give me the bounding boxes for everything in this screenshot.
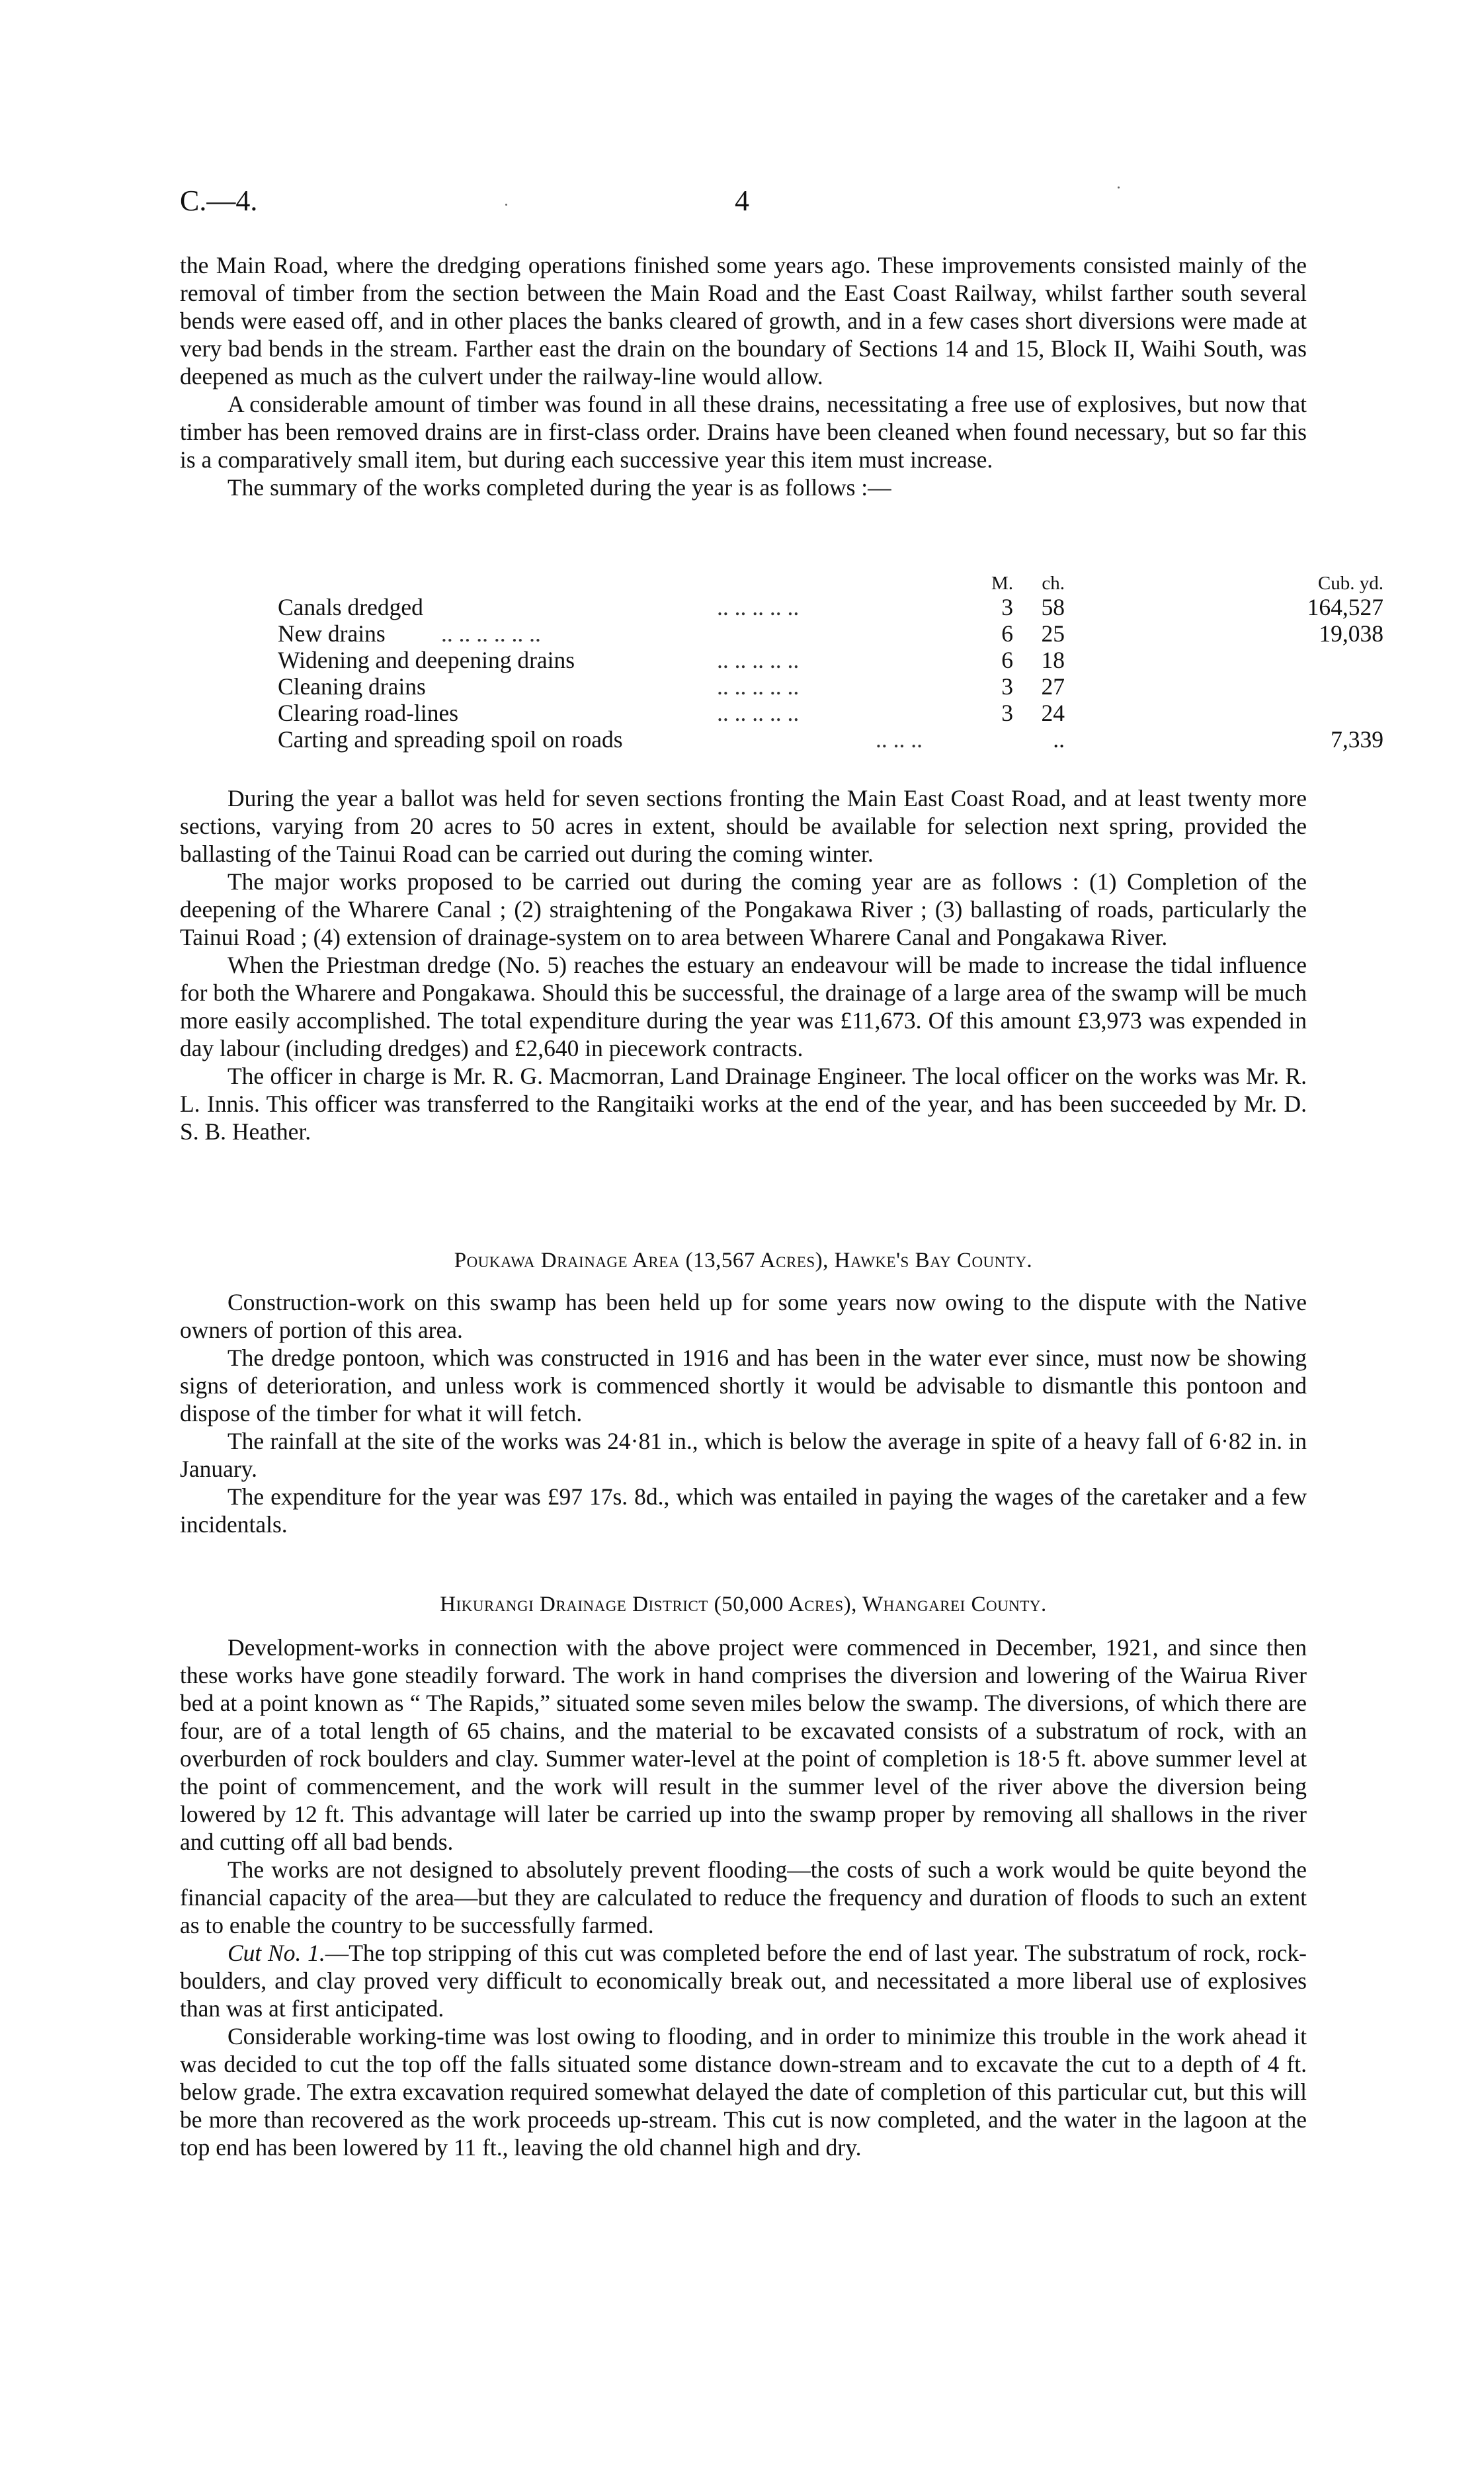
miles-cell: 6	[1001, 647, 1013, 673]
table-row	[180, 673, 1307, 700]
row-label: Clearing road-lines	[278, 700, 459, 726]
miles-cell: 3	[1001, 594, 1013, 620]
row-label: Canals dredged	[278, 594, 423, 620]
chains-cell: 24	[1041, 700, 1065, 726]
cubic-yards-cell: 7,339	[1331, 726, 1383, 753]
table-row	[180, 726, 1383, 753]
leader-dots: .. .. .. .. ..	[717, 673, 800, 700]
chains-cell: 27	[1041, 673, 1065, 700]
paragraph: The major works proposed to be carried out during the coming year are as follows : (1) Completion of the deepening of the Wharere Canal ; (2) straightening of the Pongakawa River ; (3) ballasting of roads, particularly the Tainui Road ; (4) extension of drainage-system on to area between Wharere Canal and Pongakawa River.	[180, 868, 1307, 950]
text-block-intro	[180, 251, 1307, 501]
text-block-proposals	[180, 784, 1307, 1145]
table-header-row	[180, 570, 1383, 594]
section-heading-hikurangi: Hikurangi Drainage District (50,000 Acres), Whangarei County.	[440, 1593, 1047, 1616]
paragraph-text: The top stripping of this cut was completed before the end of last year. The substratum of rock, rock-boulders, and clay proved very difficult to economically break out, and necessitated a more liberal use of explosives than was at first anticipated.	[180, 1940, 1307, 2022]
table-row	[180, 594, 1383, 620]
cubic-yards-cell: 164,527	[1307, 594, 1383, 620]
print-speck	[505, 204, 507, 206]
row-label: Carting and spreading spoil on roads	[278, 726, 623, 753]
leader-dots: .. .. .. .. .. ..	[441, 620, 541, 647]
chains-cell: 18	[1041, 647, 1065, 673]
paragraph: The works are not designed to absolutely prevent flooding—the costs of such a work would be quite beyond the financial capacity of the area—but they are calculated to reduce the frequency and duration of floods to such an extent as to enable the country to be successfully farmed.	[180, 1856, 1307, 1938]
paragraph: the Main Road, where the dredging operations finished some years ago. These improvements consisted mainly of the removal of timber from the section between the Main Road and the East Coast Railway, whilst farther south several bends were eased off, and in other places the banks cleared of growth, and in a few cases short diversions were made at very bad bends in the stream. Farther east the drain on the boundary of Sections 14 and 15, Block II, Waihi South, was deepened as much as the culvert under the railway-line would allow.	[180, 252, 1307, 390]
miles-cell: 6	[1001, 620, 1013, 647]
row-label: New drains	[278, 620, 386, 647]
leader-dots: .. .. .. .. ..	[717, 594, 800, 620]
chains-cell: 25	[1041, 620, 1065, 647]
paragraph: The dredge pontoon, which was constructed in 1916 and has been in the water ever since, must now be showing signs of deterioration, and unless work is commenced shortly it would be advisable to dismantle this pontoon and dispose of the timber for what it will fetch.	[180, 1345, 1307, 1427]
miles-cell: 3	[1001, 700, 1013, 726]
paragraph: Development-works in connection with the above project were commenced in December, 1921, and since then these works have gone steadily forward. The work in hand comprises the diversion and lowering of the Wairua River bed at a point known as “ The Rapids,” situated some seven miles below the swamp. The diversions, of which there are four, are of a total length of 65 chains, and the material to be excavated consists of a substratum of rock, with an overburden of rock boulders and clay. Summer water-level at the point of completion is 18·5 ft. above summer level at the point of commencement, and the work will result in the summer level of the river above the diversion being lowered by 12 ft. This advantage will later be carried up into the swamp proper by removing all shallows in the river and cutting off all bad bends.	[180, 1634, 1307, 1855]
cubic-yards-cell: 19,038	[1319, 620, 1383, 647]
cut-dash: —	[325, 1940, 349, 1966]
page-number: 4	[735, 185, 749, 217]
cut-label: Cut No. 1.	[227, 1940, 325, 1966]
row-label: Cleaning drains	[278, 673, 426, 700]
column-header-chains: ch.	[1042, 573, 1065, 594]
paragraph: When the Priestman dredge (No. 5) reaches the estuary an endeavour will be made to increase the tidal influence for both the Wharere and Pongakawa. Should this be successful, the drainage of a large area of the swamp will be much more easily accomplished. The total expenditure during the year was £11,673. Of this amount £3,973 was expended in day labour (including dredges) and £2,640 in piecework contracts.	[180, 952, 1307, 1061]
text-block-hikurangi	[180, 1634, 1307, 2161]
section-heading-poukawa: Poukawa Drainage Area (13,567 Acres), Hawke's Bay County.	[454, 1249, 1033, 1272]
paragraph: The rainfall at the site of the works was 24·81 in., which is below the average in spite of a heavy fall of 6·82 in. in January.	[180, 1428, 1307, 1482]
table-row	[180, 647, 1307, 673]
row-label: Widening and deepening drains	[278, 647, 575, 673]
table-row	[180, 620, 1383, 647]
paragraph: Considerable working-time was lost owing to flooding, and in order to minimize this trouble in the work ahead it was decided to cut the top off the falls situated some distance down-stream and to excavate the cut to a depth of 4 ft. below grade. The extra excavation required somewhat delayed the date of completion of this particular cut, but this will be more than recovered as the work proceeds up-stream. This cut is now completed, and the water in the lagoon at the top end has been lowered by 11 ft., leaving the old channel high and dry.	[180, 2023, 1307, 2161]
paragraph: Construction-work on this swamp has been held up for some years now owing to the dispute with the Native owners of portion of this area.	[180, 1289, 1307, 1343]
column-header-cubic-yards: Cub. yd.	[1317, 573, 1383, 594]
column-header-miles: M.	[991, 573, 1013, 594]
paragraph-cut-no-1	[180, 1939, 1307, 2022]
miles-cell: 3	[1001, 673, 1013, 700]
chains-cell: ..	[1053, 726, 1065, 753]
paragraph: During the year a ballot was held for seven sections fronting the Main East Coast Road, and at least twenty more sections, varying from 20 acres to 50 acres in extent, should be available for selection next spring, provided the ballasting of the Tainui Road can be carried out during the coming winter.	[180, 785, 1307, 867]
document-code: C.—4.	[180, 185, 258, 217]
works-summary-table	[180, 570, 1383, 753]
leader-dots: .. .. ..	[876, 726, 923, 753]
paragraph: A considerable amount of timber was found in all these drains, necessitating a free use of explosives, but now that timber has been removed drains are in first-class order. Drains have been cleaned when found necessary, but so far this is a comparatively small item, but during each successive year this item must increase.	[180, 391, 1307, 473]
table-row	[180, 700, 1307, 726]
leader-dots: .. .. .. .. ..	[717, 647, 800, 673]
chains-cell: 58	[1041, 594, 1065, 620]
paragraph: The summary of the works completed during the year is as follows :—	[227, 474, 891, 501]
print-speck	[1118, 186, 1120, 188]
paragraph: The expenditure for the year was £97 17s. 8d., which was entailed in paying the wages of the caretaker and a few incidentals.	[180, 1483, 1307, 1538]
leader-dots: .. .. .. .. ..	[717, 700, 800, 726]
text-block-poukawa	[180, 1288, 1307, 1538]
paragraph: The officer in charge is Mr. R. G. Macmorran, Land Drainage Engineer. The local officer on the works was Mr. R. L. Innis. This officer was transferred to the Rangitaiki works at the end of the year, and has been succeeded by Mr. D. S. B. Heather.	[180, 1063, 1307, 1145]
